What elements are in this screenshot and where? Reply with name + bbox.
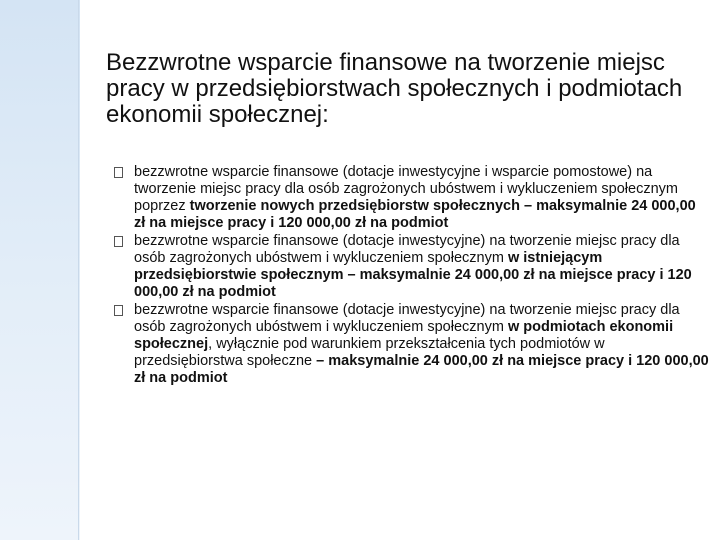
square-placeholder-icon [114, 305, 123, 316]
bullet-text: bezzwrotne wsparcie finansowe (dotacje inwestycyjne) na tworzenie miejsc pracy dla osób zagrożonych ubóstwem i wykluczeniem społecznym [134, 233, 680, 266]
square-placeholder-icon [114, 167, 123, 178]
slide-sidebar-decoration [0, 0, 80, 540]
bullet-item [114, 164, 710, 232]
bullet-text: , wyłącznie pod warunkiem przekształcenia tych podmiotów w przedsiębiorstwa społeczne [134, 336, 605, 369]
sidebar-divider [78, 0, 79, 540]
bullet-text: bezzwrotne wsparcie finansowe (dotacje inwestycyjne i wsparcie pomostowe) na tworzenie miejsc pracy dla osób zagrożonych ubóstwem i wykluczeniem społecznym poprzez [134, 164, 678, 214]
bullet-list [114, 164, 710, 388]
bullet-item [114, 233, 710, 301]
slide-title: Bezzwrotne wsparcie finansowe na tworzenie miejsc pracy w przedsiębiorstwach społecznych i podmiotach ekonomii społecznej: [106, 49, 683, 128]
bullet-bold-text: tworzenie nowych przedsiębiorstw społecznych – maksymalnie 24 000,00 zł na miejsce pracy i 120 000,00 zł na podmiot [134, 198, 696, 231]
bullet-bold-text: w podmiotach ekonomii społecznej [134, 319, 674, 352]
bullet-text: bezzwrotne wsparcie finansowe (dotacje inwestycyjne) na tworzenie miejsc pracy dla osób zagrożonych ubóstwem i wykluczeniem społecznym [134, 302, 680, 335]
bullet-bold-text: – maksymalnie 24 000,00 zł na miejsce pracy i 120 000,00 zł na podmiot [134, 353, 709, 386]
bullet-item [114, 302, 710, 387]
square-placeholder-icon [114, 236, 123, 247]
bullet-bold-text: w istniejącym przedsiębiorstwie społecznym – maksymalnie 24 000,00 zł na miejsce pracy i 120 000,00 zł na podmiot [134, 250, 692, 300]
